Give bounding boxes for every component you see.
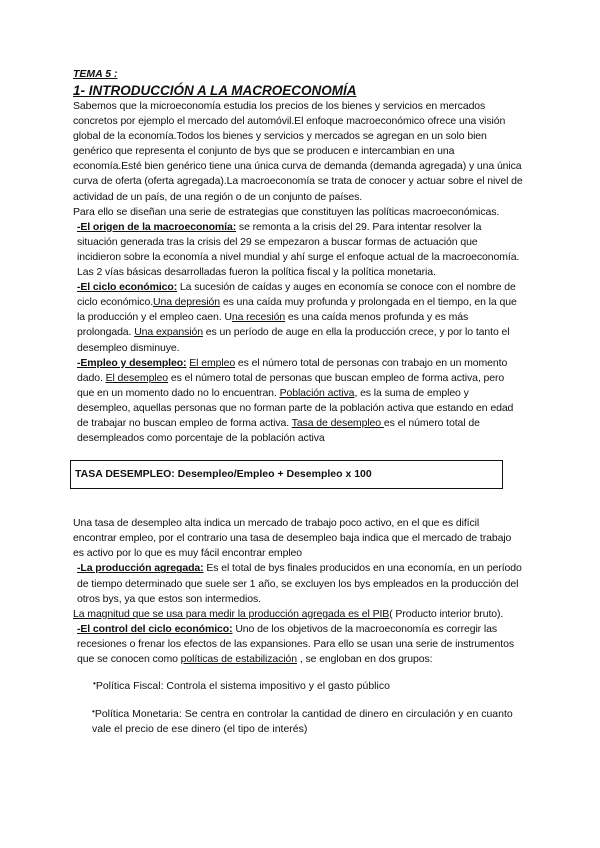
empleo-term: El empleo (189, 356, 236, 369)
produccion-heading: -La producción agregada: (77, 562, 204, 575)
intro-paragraph: Sabemos que la microeconomía estudia los precios de los bienes y servicios en mercados concretos por ejemplo el mercado del automóvil.El enfoque macroeconómico ofrece una visión global de la economía.Todos los bienes y servicios y mercados se agregan en un solo bien genérico que representa el conjunto de bys que se producen e intercambian en una economía.Esté bien genérico tiene una única curva de demanda (demanda agregada) y una única curva de oferta (oferta agregada).La macroeconomía se trata de conocer y actuar sobre el nivel de actividad de un país, de una región o de un conjunto de países. (73, 100, 523, 203)
empleo-heading: -Empleo y desempleo: (77, 356, 187, 369)
document-page (73, 68, 523, 737)
pib-paragraph (73, 607, 523, 622)
bullet-text: Política Monetaria: Se centra en controlar la cantidad de dinero en circulación y en cuanto vale el precio de ese dinero (el tipo de interés) (92, 708, 513, 736)
ciclo-text: La sucesión de caídas y auges en economía se conoce con el nombre de ciclo económico. (77, 281, 516, 309)
depresion-term: Una depresión (153, 296, 221, 309)
bullet-icon: • (92, 707, 95, 717)
recesion-term: na recesión (231, 311, 286, 324)
origen-text: se remonta a la crisis del 29. Para intentar resolver la situación generada tras la crisis del 29 se empezaron a buscar formas de actuación que incidieron sobre la economía a nivel mundial y ahí surge el enfoque actual de la macroeconomía. Las 2 vías básicas desarrolladas fueron la política fiscal y la política monetaria. (77, 220, 520, 279)
page-title: 1- INTRODUCCIÓN A LA MACROECONOMÍA (73, 83, 357, 98)
empleo-text: es el número total de personas que buscan empleo de forma activa, pero que en un momento dado no lo encuentran. (77, 371, 505, 399)
desempleo-term: El desempleo (105, 371, 169, 384)
tasa-desempleo-term: Tasa de desempleo (291, 416, 384, 429)
bullet-politica-fiscal (73, 676, 523, 694)
formula-box: TASA DESEMPLEO: Desempleo/Empleo + Desempleo x 100 (70, 460, 503, 489)
origen-heading: -El origen de la macroeconomía: (77, 220, 237, 233)
topic-label: TEMA 5 : (73, 68, 118, 80)
pib-term: La magnitud que se usa para medir la producción agregada es el PIB (73, 607, 390, 620)
empleo-paragraph (73, 356, 523, 447)
poblacion-activa-term: Población activa (279, 386, 355, 399)
tasa-paragraph: Una tasa de desempleo alta indica un mercado de trabajo poco activo, en el que es difícil encontrar empleo, por el contrario una tasa de desempleo baja indica que el mercado de trabajo es activo por lo que es muy fácil encontrar empleo (73, 517, 512, 560)
origen-paragraph (73, 220, 523, 280)
pib-text: ( Producto interior bruto). (389, 607, 504, 620)
control-heading: -El control del ciclo económico: (77, 622, 233, 635)
intro-paragraph-2: Para ello se diseñan una serie de estrategias que constituyen las políticas macroeconómicas. (73, 205, 500, 218)
ciclo-text: es una caída menos profunda y es más prolongada. (77, 311, 469, 339)
empleo-text: es el número total de desempleados como porcentaje de la población activa (77, 416, 480, 445)
produccion-text: Es el total de bys finales producidos en una economía, en un período de tiempo determinado que suele ser 1 año, se excluyen los bys empleados en la producción del otros bys, ya que estos son intermedios. (77, 562, 522, 605)
bullet-text: Política Fiscal: Controla el sistema impositivo y el gasto público (95, 680, 390, 693)
estabilizacion-term: políticas de estabilización (180, 653, 298, 665)
bullet-politica-monetaria (73, 704, 523, 737)
empleo-text: , es la suma de empleo y desempleo, aquellas personas que no forman parte de la población activa que estando en edad de trabajar no buscan empleo de forma activa. (77, 386, 514, 429)
expansion-term: Una expansión (134, 326, 203, 339)
bullet-icon: • (93, 679, 96, 689)
ciclo-text: es una caída muy profunda y prolongada en el tiempo, en la que la producción y el empleo caen. U (77, 296, 517, 324)
produccion-paragraph (73, 561, 523, 606)
control-paragraph (73, 622, 523, 667)
control-text: , se engloban en dos grupos: (297, 653, 433, 665)
control-text: Uno de los objetivos de la macroeconomía es corregir las recesiones o frenar los efectos de las expansiones. Para ello se usan una serie de instrumentos que se conocen como (77, 622, 515, 665)
ciclo-text: es un período de auge en ella la producción crece, y por lo tanto el desempleo disminuye. (77, 326, 510, 354)
ciclo-paragraph (73, 280, 523, 355)
empleo-text: es el número total de personas con trabajo en un momento dado. (77, 356, 508, 384)
ciclo-heading: -El ciclo económico: (77, 281, 178, 294)
